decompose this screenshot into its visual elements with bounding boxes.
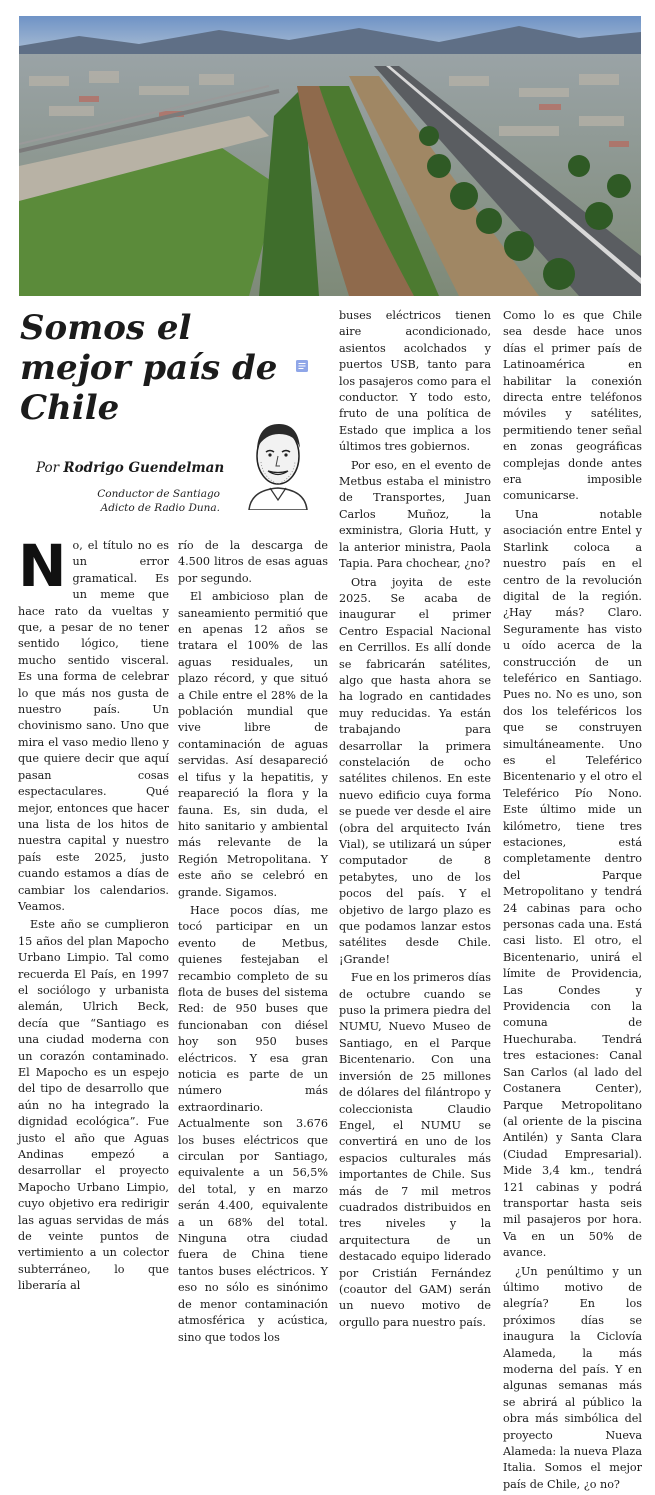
article-photo-mapocho-river — [19, 16, 641, 296]
paragraph: Este año se cumplieron 15 años del plan Mapocho Urbano Limpio. Tal como recuerda El País, en 1997 el sociólogo y urbanista alemán, Ulrich Beck, decía que “Santiago es una ciudad moderna con un corazón contaminado. El Mapocho es un espejo del tipo de desarrollo que aún no ha integrado la dignidad ecológica”. Fue justo el año que Aguas Andinas empezó a desarrollar el proyecto Mapocho Urbano Limpio, cuyo objetivo era redirigir las aguas servidas de más de veinte puntos de vertimiento a un colector subterráneo, lo que liberaría al — [18, 918, 169, 1293]
paragraph: buses eléctricos tienen aire acondicionado, asientos acolchados y puertos USB, tanto para los pasajeros como para el conductor. Y todo esto, fruto de una política de Estado que implica a los últimos tres gobiernos. — [339, 309, 491, 454]
paragraph: río de la descarga de 4.500 litros de esas aguas por segundo. — [178, 539, 328, 585]
paragraph: El ambicioso plan de saneamiento permitió que en apenas 12 años se tratara el 100% de las aguas residuales, un plazo récord, y que situó a Chile entre el 28% de la población mundial que vive libre de contaminación de aguas servidas. Así desapareció el tifus y la hepatitis, y reapareció la flora y la fauna. Es, sin duda, el hito sanitario y ambiental más relevante de la Región Metropolitana. Y este año se celebró en grande. Sigamos. — [178, 590, 328, 899]
paragraph: Fue en los primeros días de octubre cuando se puso la primera piedra del NUMU, Nuevo Museo de Santiago, en el Parque Bicentenario. Con una inversión de 25 millones de dólares del filántropo y coleccionista Claudio Engel, el NUMU se convertirá en uno de los espacios culturales más importantes de Chile. Sus más de 7 mil metros cuadrados distribuidos en tres niveles y la arquitectura de un destacado equipo liderado por Cristián Fernández (coautor del GAM) serán un nuevo motivo de orgullo para nuestro país. — [339, 971, 491, 1329]
author-role: Conductor de Santiago Adicto de Radio Duna. — [97, 488, 220, 514]
paragraph: Otra joyita de este 2025. Se acaba de inaugurar el primer Centro Espacial Nacional en Cerrillos. Es allí donde se fabricarán satélites, algo que hasta ahora se ha logrado en cantidades muy reducidas. Ya están trabajando para desarrollar la primera constelación de ocho satélites chilenos. En este nuevo edificio cuya forma se puede ver desde el aire (obra del arquitecto Iván Vial), se utilizará un súper computador de 8 petabytes, uno de los pocos del país. Y el objetivo de largo plazo es que podamos lanzar estos satélites desde Chile. ¡Grande! — [339, 575, 491, 966]
paragraph — [18, 532, 169, 915]
byline-prefix: Por — [36, 460, 60, 476]
author-portrait — [243, 412, 313, 510]
article-column-4 — [503, 308, 642, 1495]
article-column-2 — [178, 538, 328, 1348]
author-name: Rodrigo Guendelman — [63, 460, 225, 476]
headline: Somos el mejor país de Chile — [20, 308, 278, 428]
paragraph: Por eso, en el evento de Metbus estaba el ministro de Transportes, Juan Carlos Muñoz, la exministra, Gloria Hutt, y la anterior ministra, Paola Tapia. Para chochear, ¿no? — [339, 458, 491, 571]
paragraph: Una notable asociación entre Entel y Starlink coloca a nuestro país en el centro de la revolución digital de la región. ¿Hay más? Claro. Seguramente has visto u oído acerca de la construcción de un teleférico en Santiago. Pues no. No es uno, son dos los teleféricos los que se construyen simultáneamente. Uno es el Teleférico Bicentenario y el otro el Teleférico Pío Nono. Este último mide un kilómetro, tiene tres estaciones, está completamente dentro del Parque Metropolitano y tendrá 24 cabinas para ocho personas cada una. Está casi listo. El otro, el Bicentenario, unirá el límite de Providencia, Las Condes y Providencia con la comuna de Huechuraba. Tendrá tres estaciones: Canal San Carlos (al lado del Costanera Center), Parque Metropolitano (al oriente de la piscina Antilén) y Santa Clara (Ciudad Empresarial). Mide 3,4 km., tendrá 121 cabinas y podrá transportar hasta seis mil pasajeros por hora. Va en un 50% de avance. — [503, 507, 642, 1260]
paragraph: Hace pocos días, me tocó participar en un evento de Metbus, quienes festejaban el recambio completo de su flota de buses del sistema Red: de 950 buses que funcionaban con diésel hoy son 950 buses eléctricos. Y esa gran noticia es parte de un número más extraordinario. Actualmente son 3.676 los buses eléctricos que circulan por Santiago, equivalente a un 56,5% del total, y en marzo serán 4.400, equivalente a un 68% del total. Ninguna otra ciudad fuera de China tiene tantos buses eléctricos. Y eso no sólo es sinónimo de menor contaminación atmosférica y acústica, sino que todos los — [178, 903, 328, 1344]
drop-cap: N — [18, 532, 67, 600]
note-icon[interactable] — [296, 357, 308, 369]
article-column-3 — [339, 308, 491, 1333]
aerial-photo-illustration — [19, 16, 641, 296]
paragraph: ¿Un penúltimo y un último motivo de alegría? En los próximos días se inaugura la Ciclovía Alameda, la más moderna del país. Y en algunas semanas más se abrirá al público la obra más simbólica del proyecto Nueva Alameda: la nueva Plaza Italia. Somos el mejor país de Chile, ¿o no? — [503, 1264, 642, 1491]
article-column-1 — [18, 532, 169, 1297]
paragraph-text: o, el título no es un error gramatical. Es un meme que hace rato da vueltas y que, a pesar de no tener sentido lógico, tiene mucho sentido visceral. Es una forma de celebrar lo que más nos gusta de nuestro país. Un chovinismo sano. Uno que mira el vaso medio lleno y que quiere decir que aquí pasan cosas espectaculares. Qué mejor, entonces que hacer una lista de los hitos de nuestra capital y nuestro país este 2025, justo cuando estamos a días de cambiar los calendarios. Veamos. — [18, 539, 169, 913]
paragraph: Como lo es que Chile sea desde hace unos días el primer país de Latinoamérica en habilitar la conexión directa entre teléfonos móviles y satélites, permitiendo tener señal en zonas geográficas complejas donde antes era imposible comunicarse. — [503, 309, 642, 503]
byline — [36, 460, 224, 476]
